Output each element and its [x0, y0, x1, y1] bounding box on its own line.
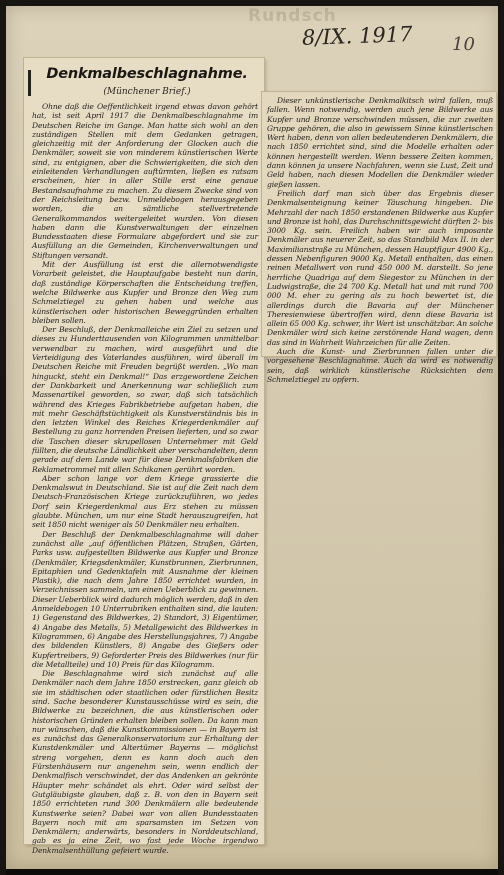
- paragraph: Aber schon lange vor dem Kriege grassierte die Denkmalswut in Deutschland. Sie ist auf die Zeit nach dem Deutsch-Französischen Kriege zurückzuführen, wo jedes Dorf sein Kriegerdenkmal aus Erz stehen zu müssen glaubte. München, um nur eine Stadt herauszugreifen, hat seit 1850 nicht weniger als 50 Denkmäler neu erhalten.: [32, 473, 258, 530]
- article-body-left: [32, 102, 258, 855]
- clipping-right-column: [262, 92, 496, 384]
- column-marker: [28, 70, 31, 96]
- paragraph: Der Beschluß, der Denkmalleiche ein Ziel zu setzen und dieses zu Hunderttausenden von Kilogrammen unmittelbar verwendbar zu machen, wird ausgeführt und die Verteidigung des Vaterlandes ausführen, wird überall im Deutschen Reiche mit Freuden begrüßt werden. „Wo man hinguckt, steht ein Denkmal!“ Das erzgewordene Zeichen der Dankbarkeit und Anerkennung war schließlich zum Massenartikel geworden, so zwar, daß sich tatsächlich während des Krieges Fabrikbetriebe aufgetan haben, die mit mehr Geschäftstüchtigkeit als Kunstverständnis bis in den letzten Winkel des Reiches Kriegerdenkmäler auf Bestellung zu ganz horrenden Preisen lieferten, und so zwar die Taschen dieser skrupellosen Unternehmer mit Geld füllten, die deutsche Ländlichkeit aber verschandelten, denn gerade auf dem Lande war für diese Denkmalsfabriken die Reklametrommel mit allen Schikanen gerührt worden.: [32, 325, 258, 474]
- paragraph: Die Beschlagnahme wird sich zunächst auf alle Denkmäler nach dem Jahre 1850 erstrecken, ganz gleich ob sie im städtischen oder staatlichen oder fürstlichen Besitz sind. Sache besonderer Kunstausschüsse wird es sein, die Bildwerke zu bezeichnen, die aus künstlerischen oder historischen Gründen erhalten bleiben sollen. Da kann man nur wünschen, daß die Kunstkommissionen — in Bayern ist es zunächst das Generalkonservatorium zur Erhaltung der Kunstdenkmäler und Altertümer Bayerns — möglichst streng vorgehen, denn es kann doch auch den Fürstenhäusern nur angenehm sein, wenn endlich der Denkmalfisch verschwindet, der das Andenken an gekrönte Häupter mehr schändet als ehrt. Oder wird selbst der Gutgläubigste glauben, daß z. B. von den in Bayern seit 1850 errichteten rund 300 Denkmälern alle bedeutende Kunstwerke seien? Dabei war von allen Bundesstaaten Bayern noch mit am sparsamsten im Setzen von Denkmälern; anderwärts, besonders in Norddeutschland, gab es ja eine Zeit, wo fast jede Woche irgendwo Denkmalsenthüllung gefeiert wurde.: [32, 669, 258, 855]
- paragraph: Der Beschluß der Denkmalbeschlagnahme will daher zunächst alle „auf öffentlichen Plätzen, Straßen, Gärten, Parks usw. aufgestellten Bildwerke aus Kupfer und Bronze (Denkmäler, Kriegsdenkmäler, Kunstbrunnen, Zierbrunnen, Epitaphien und Gedenktafeln mit Ausnahme der kleinen Plastik), die nach dem Jahre 1850 errichtet wurden, in Verzeichnissen sammeln, um einen Ueberblick zu gewinnen. Dieser Ueberblick wird dadurch möglich werden, daß in den Anmeldebogen 10 Unterrubriken enthalten sind, die lauten: 1) Gegenstand des Bildwerkes, 2) Standort, 3) Eigentümer, 4) Angabe des Metalls, 5) Metallgewicht des Bildwerkes in Kilogrammen, 6) Angabe des Herstellungsjahres, 7) Angabe des bildenden Künstlers, 8) Angabe des Gießers oder Kupfertreibers, 9) Geforderter Preis des Bildwerkes (nur für die Metallteile) und 10) Preis für das Kilogramm.: [32, 529, 258, 669]
- paragraph: Ohne daß die Oeffentlichkeit irgend etwas davon gehört hat, ist seit April 1917 die Denkmalbeschlagnahme im Deutschen Reiche im Gange. Man hatte sich wohl an den zuständigen Stellen mit dem Gedanken getragen, gleichzeitig mit der Anforderung der Glocken auch die Denkmäler, soweit sie von minderem künstlerischen Werte sind, zu entgignen, aber die Schwierigkeiten, die sich den einleitenden Verhandlungen auftürmten, ließen es ratsam erscheinen, hier in aller Stille erst eine genaue Bestandsaufnahme zu machen. Zu diesem Zwecke sind von der Reichsleitung bezw. Unmeldebogen herausgegeben worden, die an sämtliche stellvertretende Generalkommandos weitergeleitet wurden. Von diesen haben dann die Kunstverwaltungen der einzelnen Bundesstaaten diese Formulare abgefordert und sie zur Ausfüllung an die Gemeinden, Kirchenverwaltungen und Stiftungen versandt.: [32, 102, 258, 260]
- scan-edge: [6, 869, 498, 875]
- article-title: Denkmalbeschlagnahme.: [46, 66, 248, 82]
- paragraph: Freilich darf man sich über das Ergebnis dieser Denkmalsenteignung keiner Täuschung hingeben. Die Mehrzahl der nach 1850 erstandenen Bildwerke aus Kupfer und Bronze ist hohl, das Durchschnittsgewicht dürften 2- bis 3000 Kg. sein. Freilich haben wir auch imposante Denkmäler aus neuerer Zeit, so das Standbild Max II. in der Maximilianstraße zu München, dessen Hauptfigur 4900 Kg., dessen Nebenfiguren 9000 Kg. Metall enthalten, das einen reinen Metallwert von rund 450 000 M. darstellt. So jene herrliche Quadriga auf dem Siegestor zu München in der Ludwigstraße, die 24 700 Kg. Metall hat und mit rund 700 000 M. eher zu gering als zu hoch bewertet ist, die allerdings durch die Bavaria auf der Münchener Theresienwiese übertroffen wird, denn diese Bavaria ist allein 65 000 Kg. schwer, ihr Wert ist unschätzbar. An solche Denkmäler wird sich keine zerstörende Hand wagen, denn das sind in Wahrheit Wahrzeichen für alle Zeiten.: [267, 188, 493, 347]
- paragraph: Dieser unkünstlerische Denkmalkitsch wird fallen, muß fallen. Wenn notwendig, werden auch jene Bildwerke aus Kupfer und Bronze verschwinden müssen, die zur zweiten Gruppe gehören, die also in gewissem Sinne künstlerischen Wert haben, denn von allen bedeutenderen Denkmälern, die nach 1850 errichtet sind, sind die Modelle erhalten oder können hergestellt werden. Wenn bessere Zeiten kommen, dann können ja unsere Nachfahren, wenn sie Lust, Zeit und Geld haben, nach diesen Modellen die Denkmäler wieder gießen lassen.: [267, 96, 493, 189]
- handwritten-date: 8/IX. 1917: [301, 22, 413, 50]
- archive-stamp: Rundsch: [248, 6, 337, 26]
- paragraph: Mit der Ausfüllung ist erst die allernotwendigste Vorarbeit geleistet, die Hauptaufgabe besteht nun darin, daß zuständige Körperschaften die Entscheidung treffen, welche Bildwerke aus Kupfer und Bronze den Weg zum Schmelztiegel zu gehen haben und welche aus künstlerischen oder historischen Beweggründen erhalten bleiben sollen.: [32, 260, 258, 325]
- article-subtitle: (Münchener Brief.): [103, 87, 191, 97]
- clipping-left-column: [24, 58, 264, 855]
- paragraph: Auch die Kunst- und Zierbrunnen fallen unter die vorgesehene Beschlagnahme. Auch da wird es notwendig sein, daß wirklich künstlerische Rücksichten dem Schmelztiegel zu opfern.: [267, 347, 493, 384]
- article-body-right: [267, 96, 493, 384]
- page-number: 10: [452, 34, 475, 55]
